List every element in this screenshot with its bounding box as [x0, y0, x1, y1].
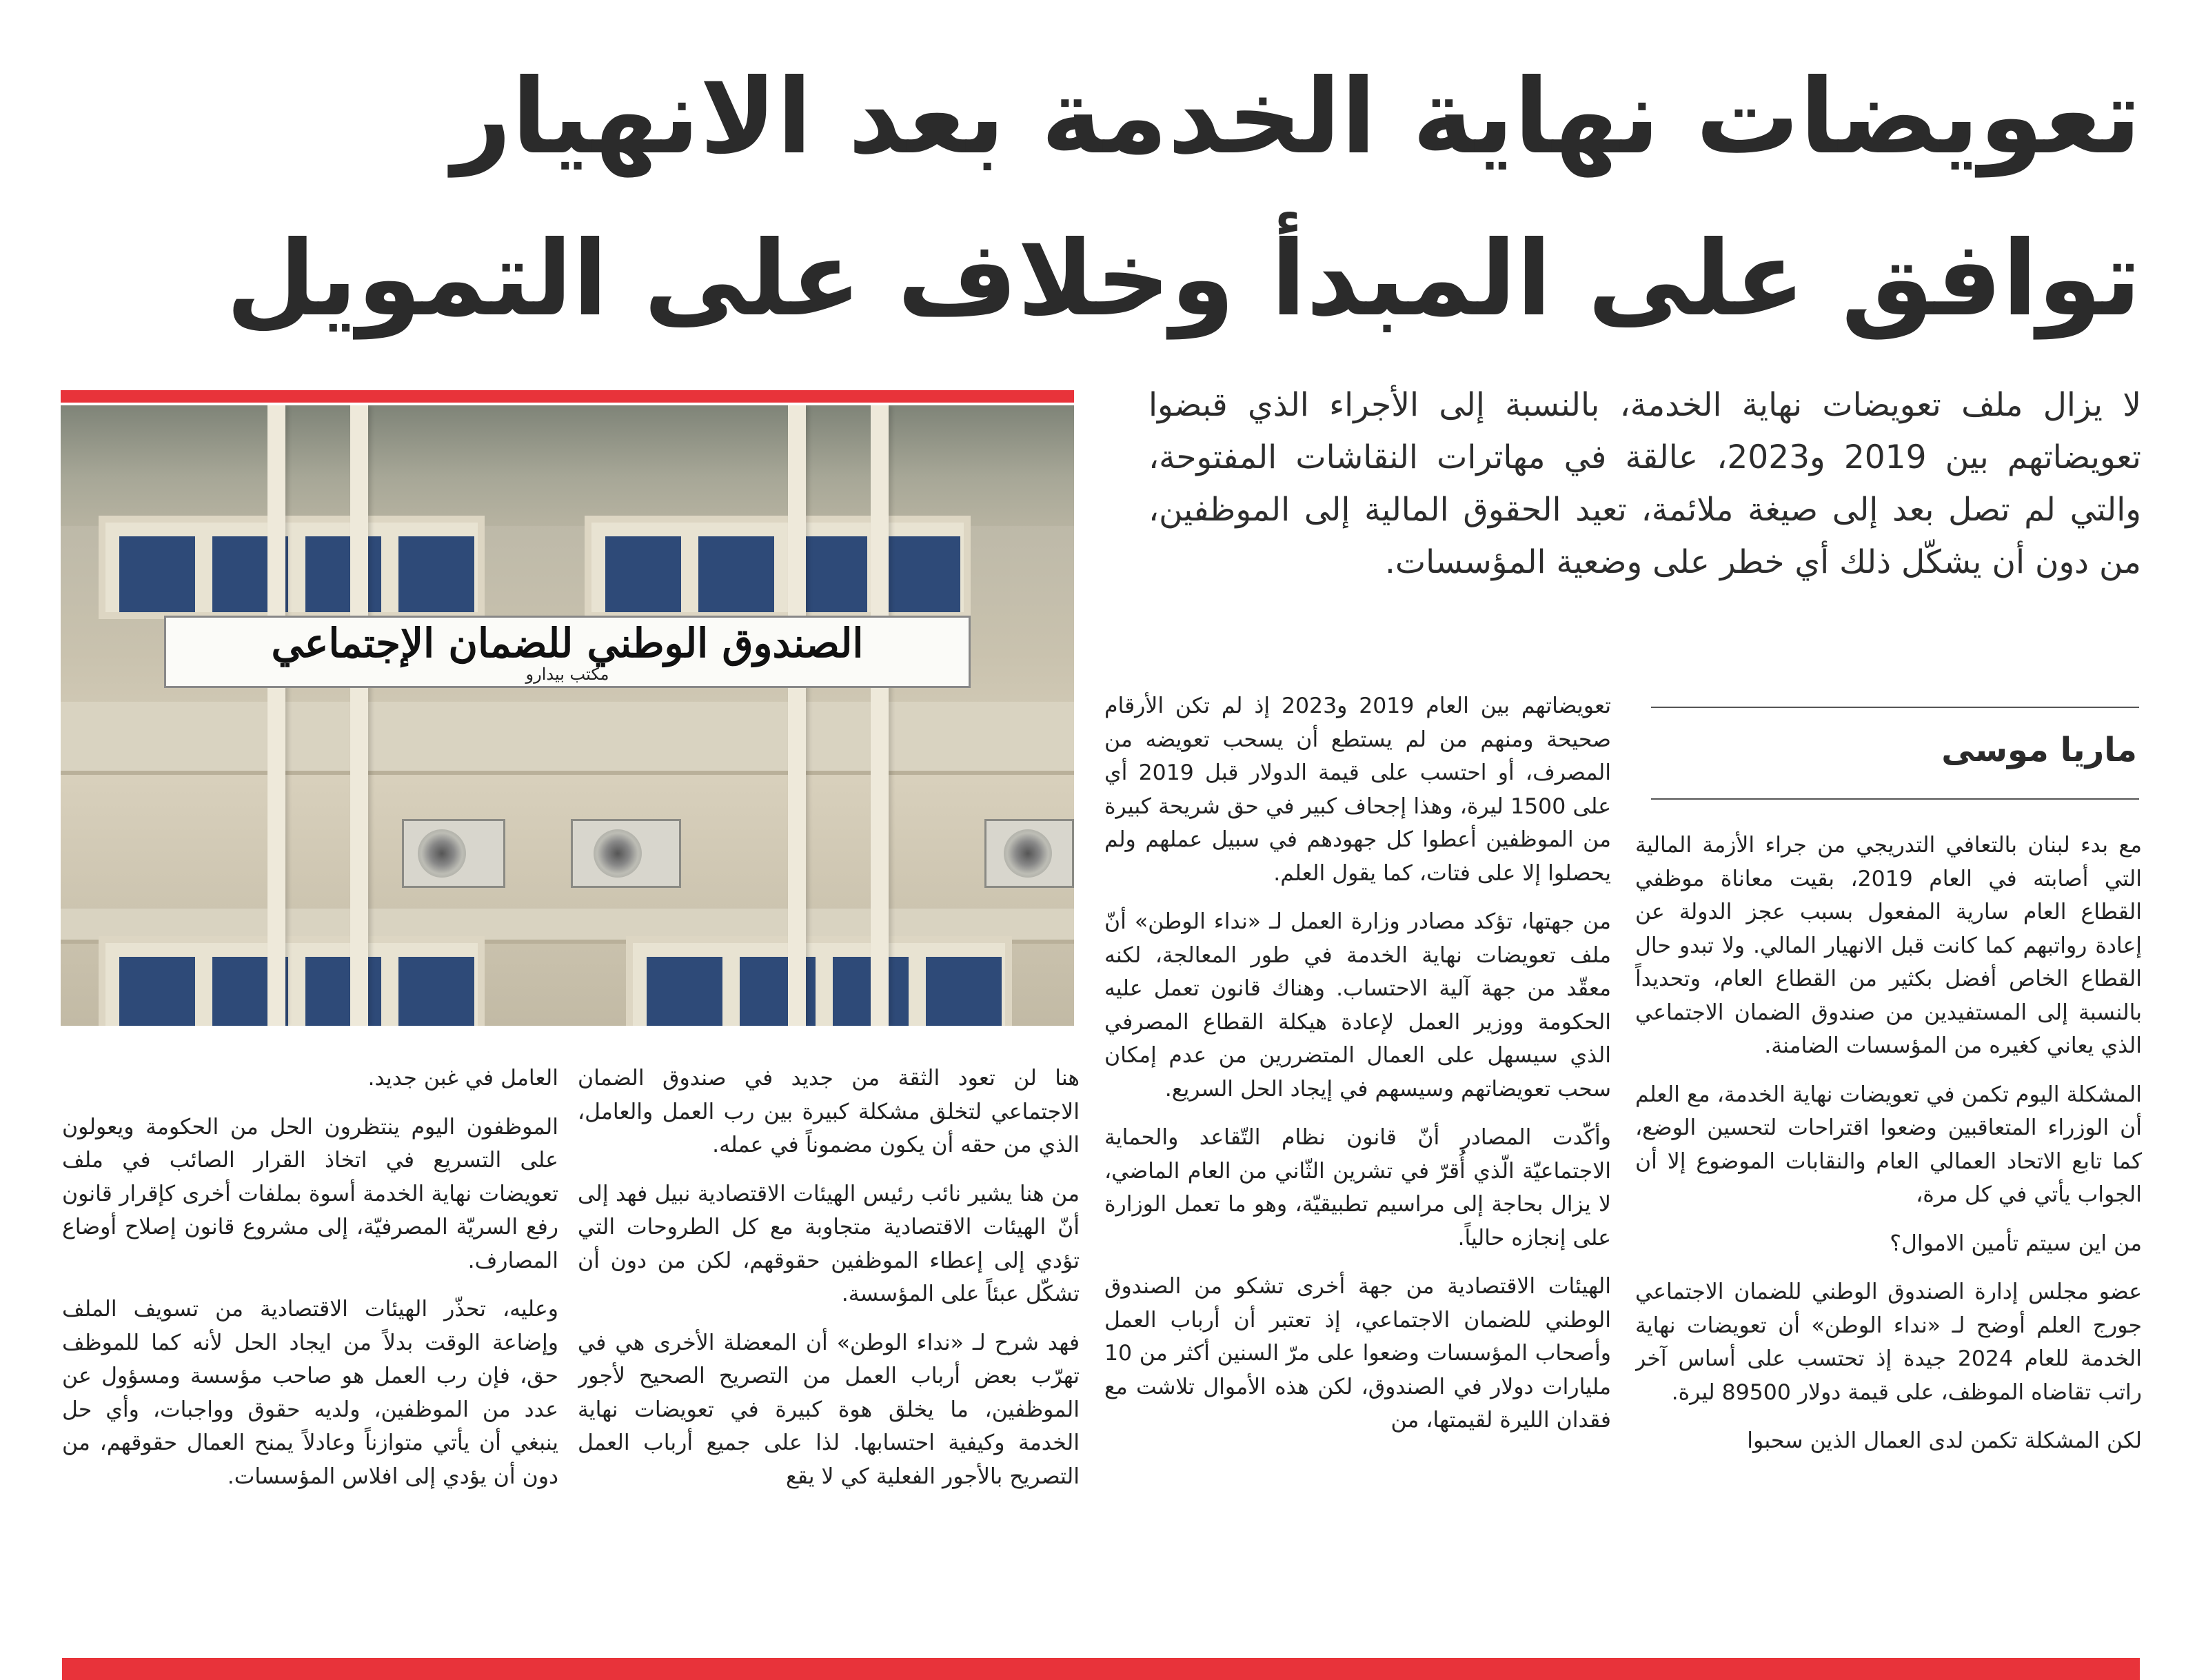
photo-window [99, 516, 485, 619]
photo-sign-text: الصندوق الوطني للضمان الإجتماعي [271, 619, 864, 667]
paragraph: الهيئات الاقتصادية من جهة أخرى تشكو من الصندوق الوطني للضمان الاجتماعي، إذ تعتبر أن أرباب العمل وأصحاب المؤسسات وضعوا على مرّ السنين أكثر من 10 مليارات دولار في الصندوق، لكن هذه الأموال تلاشت مع فقدان الليرة لقيمتها، من [1104, 1274, 1611, 1433]
paragraph: هنا لن تعود الثقة من جديد في صندوق الضمان الاجتماعي لتخلق مشكلة كبيرة بين رب العمل والعامل، الذي من حقه أن يكون مضموناً في عمله. [578, 1066, 1080, 1157]
paragraph: تعويضاتهم بين العام 2019 و2023 إذ لم تكن الأرقام صحيحة ومنهم من لم يستطع أن يسحب تعويضه من المصرف، أو احتسب على قيمة الدولار قبل 2019 أي على 1500 ليرة، وهذا إجحاف كبير في حق شريحة كبيرة من الموظفين أعطوا كل جهودهم في سبيل عملهم ولم يحصلوا إلا على فتات، كما يقول العلم. [1104, 694, 1611, 886]
author-name: ماريا موسى [1941, 731, 2137, 769]
article-column-4 [62, 1062, 558, 1565]
photo-sign [164, 616, 971, 688]
author-rule-top [1651, 707, 2139, 708]
paragraph: من جهتها، تؤكد مصادر وزارة العمل لـ «نداء الوطن» أنّ ملف تعويضات نهاية الخدمة في طور المعالجة، لكنه معقّد من جهة آلية الاحتساب. وهناك قانون تعمل عليه الحكومة ووزير العمل لإعادة هيكلة القطاع المصرفي الذي سيسهل على العمال المتضررين من عدم إمكان سحب تعويضاتهم وسيسهم في إيجاد الحل السريع. [1104, 909, 1611, 1102]
photo-pillar [267, 405, 285, 1026]
photo-sign-subtext: مكتب بيدارو [525, 664, 609, 684]
article-column-2 [1104, 689, 1611, 1563]
red-divider-bottom [62, 1658, 2140, 1680]
headline-line-1: تعويضات نهاية الخدمة بعد الانهيار [452, 57, 2141, 177]
red-divider-top [61, 390, 1074, 403]
photo-pillar [788, 405, 806, 1026]
photo-ac-unit [402, 819, 505, 888]
author-rule-bottom [1651, 798, 2139, 800]
paragraph: الموظفون اليوم ينتظرون الحل من الحكومة ويعولون على التسريع في اتخاذ القرار الصائب في ملف تعويضات نهاية الخدمة أسوة بملفات أخرى كإقرار قانون رفع السريّة المصرفيّة، إلى مشروع قانون إصلاح أوضاع المصارف. [62, 1114, 558, 1273]
paragraph: فهد شرح لـ «نداء الوطن» أن المعضلة الأخرى هي في تهرّب بعض أرباب العمل من التصريح الصحيح لأجور الموظفين، ما يخلق هوة كبيرة في تعويضات نهاية الخدمة وكيفية احتسابها. لذا على جميع أرباب العمل التصريح بالأجور الفعلية كي لا يقع [578, 1330, 1080, 1489]
subheading: من اين سيتم تأمين الاموال؟ [1890, 1231, 2142, 1256]
article-column-3 [578, 1062, 1080, 1565]
paragraph: عضو مجلس إدارة الصندوق الوطني للضمان الاجتماعي جورج العلم أوضح لـ «نداء الوطن» أن تعويضات نهاية الخدمة للعام 2024 جيدة إذ تحتسب على أساس آخر راتب تقاضاه الموظف، على قيمة دولار 89500 ليرة. [1635, 1279, 2142, 1405]
paragraph: العامل في غبن جديد. [367, 1066, 558, 1091]
photo-ac-unit [571, 819, 681, 888]
paragraph: وعليه، تحذّر الهيئات الاقتصادية من تسويف الملف وإضاعة الوقت بدلاً من ايجاد الحل لأنه كما للموظف حق، فإن رب العمل هو صاحب مؤسسة ومسؤول عن عدد من الموظفين، ولديه حقوق وواجبات، وأي حل ينبغي أن يأتي متوازناً وعادلاً يمنح العمال حقوقهم، من دون أن يؤدي إلى افلاس المؤسسات. [62, 1297, 558, 1489]
paragraph: المشكلة اليوم تكمن في تعويضات نهاية الخدمة، مع العلم أن الوزراء المتعاقبين وضعوا اقتراحات لتحسين الوضع، كما تابع الاتحاد العمالي العام والنقابات الموضوع إلا أن الجواب يأتي في كل مرة، [1635, 1082, 2142, 1207]
paragraph: من هنا يشير نائب رئيس الهيئات الاقتصادية نبيل فهد إلى أنّ الهيئات الاقتصادية متجاوبة مع كل الطروحات التي تؤدي إلى إعطاء الموظفين حقوقهم، لكن من دون أن تشكّل عبئاً على المؤسسة. [578, 1181, 1080, 1306]
paragraph: مع بدء لبنان بالتعافي التدريجي من جراء الأزمة المالية التي أصابته في العام 2019، بقيت معاناة موظفي القطاع العام سارية المفعول بسبب عجز الدولة عن إعادة رواتبهم كما كانت قبل الانهيار المالي. ولا تبدو حال القطاع الخاص أفضل بكثير من القطاع العام، وتحديداً بالنسبة إلى المستفيدين من صندوق الضمان الاجتماعي الذي يعاني كغيره من المؤسسات الضامنة. [1635, 833, 2142, 1058]
paragraph: لكن المشكلة تكمن لدى العمال الذين سحبوا [1747, 1428, 2142, 1453]
photo-window [585, 516, 971, 619]
paragraph: وأكّدت المصادر أنّ قانون نظام التّقاعد والحماية الاجتماعيّة الّذي أُقرّ في تشرين الثّاني من العام الماضي، لا يزال بحاجة إلى مراسيم تطبيقيّة، وهو ما تعمل الوزارة على إنجازه حالياً. [1104, 1125, 1611, 1251]
photo-wall [61, 405, 1074, 526]
lead-paragraph: لا يزال ملف تعويضات نهاية الخدمة، بالنسبة إلى الأجراء الذي قبضوا تعويضاتهم بين 2019 و2023، عالقة في مهاترات النقاشات المفتوحة، والتي لم تصل بعد إلى صيغة ملائمة، تعيد الحقوق المالية إلى الموظفين، من دون أن يشكّل ذلك أي خطر على وضعية المؤسسات. [1148, 386, 2141, 581]
photo-pillar [350, 405, 368, 1026]
photo-window [626, 936, 1012, 1026]
photo-pillar [871, 405, 889, 1026]
article-column-1 [1635, 829, 2142, 1566]
photo-ac-unit [984, 819, 1074, 888]
headline-line-2: توافق على المبدأ وخلاف على التمويل [225, 219, 2141, 339]
article-photo [61, 405, 1074, 1026]
photo-window [99, 936, 485, 1026]
photo-balcony [61, 702, 1074, 775]
